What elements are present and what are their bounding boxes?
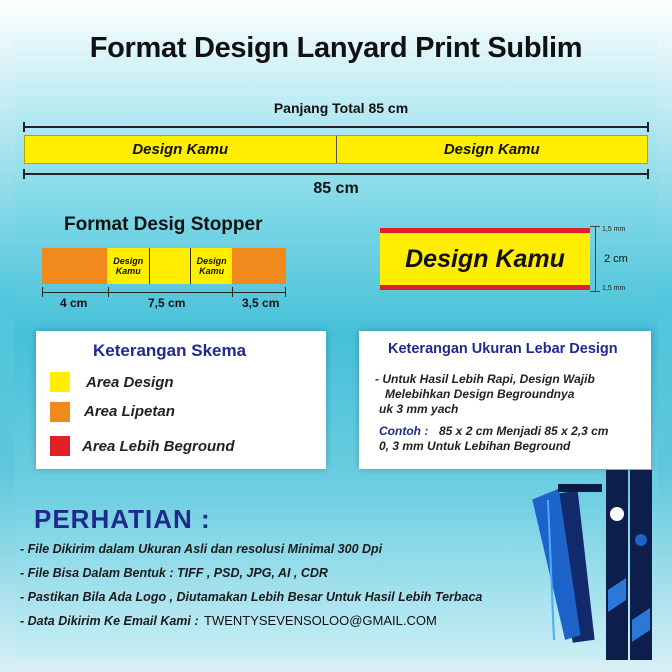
notice-item-resolution: - File Dikirim dalam Ukuran Asli dan resolusi Minimal 300 Dpi xyxy=(20,542,383,556)
top-bleed-label: 1,5 mm xyxy=(602,226,626,233)
legend-swatch-design xyxy=(50,372,70,392)
legend-swatch-fold xyxy=(50,402,70,422)
lanyard-product-image xyxy=(528,470,658,660)
stopper-title: Format Desig Stopper xyxy=(64,214,263,235)
legend-label-design: Area Design xyxy=(86,374,174,391)
bottom-bleed-label: 1,5 mm xyxy=(602,285,626,292)
notice-item-logo: - Pastikan Bila Ada Logo , Diutamakan Lebih Besar Untuk Hasil Lebih Terbaca xyxy=(20,590,483,604)
size-info-line1: - Untuk Hasil Lebih Rapi, Design Wajib xyxy=(375,372,595,386)
stopper-design-right: Design Kamu xyxy=(190,248,233,284)
size-info-panel xyxy=(359,331,651,469)
dimension-line-top xyxy=(24,126,648,128)
notice-item-email: - Data Dikirim Ke Email Kami : xyxy=(20,614,199,628)
lanyard-design-area-left: Design Kamu xyxy=(132,141,229,158)
dimension-line-bottom xyxy=(24,173,648,175)
stopper-dim-right: 3,5 cm xyxy=(242,296,280,310)
size-info-line3: uk 3 mm yach xyxy=(379,402,459,416)
dimension-tick xyxy=(647,122,649,132)
dimension-tick xyxy=(647,169,649,179)
size-info-title: Keterangan Ukuran Lebar Design xyxy=(388,341,618,357)
dimension-tick xyxy=(23,169,25,179)
legend-label-bleed: Area Lebih Beground xyxy=(82,438,235,455)
dimension-tick xyxy=(590,226,600,227)
length-label: 85 cm xyxy=(313,180,359,197)
legend-swatch-bleed xyxy=(50,436,70,456)
stopper-design-left: Design Kamu xyxy=(107,248,150,284)
lanyard-design-area-right: Design Kamu xyxy=(336,136,648,163)
height-label: 2 cm xyxy=(604,253,628,265)
example-line2: 0, 3 mm Untuk Lebihan Beground xyxy=(379,439,571,453)
dimension-tick xyxy=(232,287,233,297)
dimension-tick xyxy=(108,287,109,297)
lanyard-strap-illustration xyxy=(606,470,652,660)
size-info-line2: Melebihkan Design Begroundnya xyxy=(385,387,575,401)
stopper-fold-left xyxy=(42,248,107,284)
total-length-label: Panjang Total 85 cm xyxy=(273,100,409,116)
dimension-tick xyxy=(42,287,43,297)
stopper-dim-left: 4 cm xyxy=(60,296,88,310)
legend-title: Keterangan Skema xyxy=(93,341,247,360)
width-sample-design: Design Kamu xyxy=(380,233,590,285)
legend-panel xyxy=(36,331,326,469)
lanyard-strip xyxy=(24,135,648,164)
stopper-fold-right xyxy=(232,248,286,284)
stopper-strip xyxy=(42,248,286,284)
width-dimension-line xyxy=(595,226,596,292)
stopper-dimension-line xyxy=(42,292,286,293)
example-label: Contoh : xyxy=(379,424,429,438)
legend-label-fold: Area Lipetan xyxy=(84,403,175,420)
example-text: 85 x 2 cm Menjadi 85 x 2,3 cm xyxy=(439,424,609,438)
dimension-tick xyxy=(590,291,600,292)
dimension-tick xyxy=(23,122,25,132)
notice-heading: PERHATIAN : xyxy=(34,504,211,534)
page-title: Format Design Lanyard Print Sublim xyxy=(89,32,583,64)
email-address: TWENTYSEVENSOLOO@GMAIL.COM xyxy=(204,613,437,628)
lanyard-loop-illustration xyxy=(531,484,602,644)
dimension-tick xyxy=(285,287,286,297)
notice-item-formats: - File Bisa Dalam Bentuk : TIFF , PSD, JPG, AI , CDR xyxy=(20,566,328,580)
stopper-design-gap xyxy=(150,248,190,284)
stopper-dim-mid: 7,5 cm xyxy=(148,296,186,310)
